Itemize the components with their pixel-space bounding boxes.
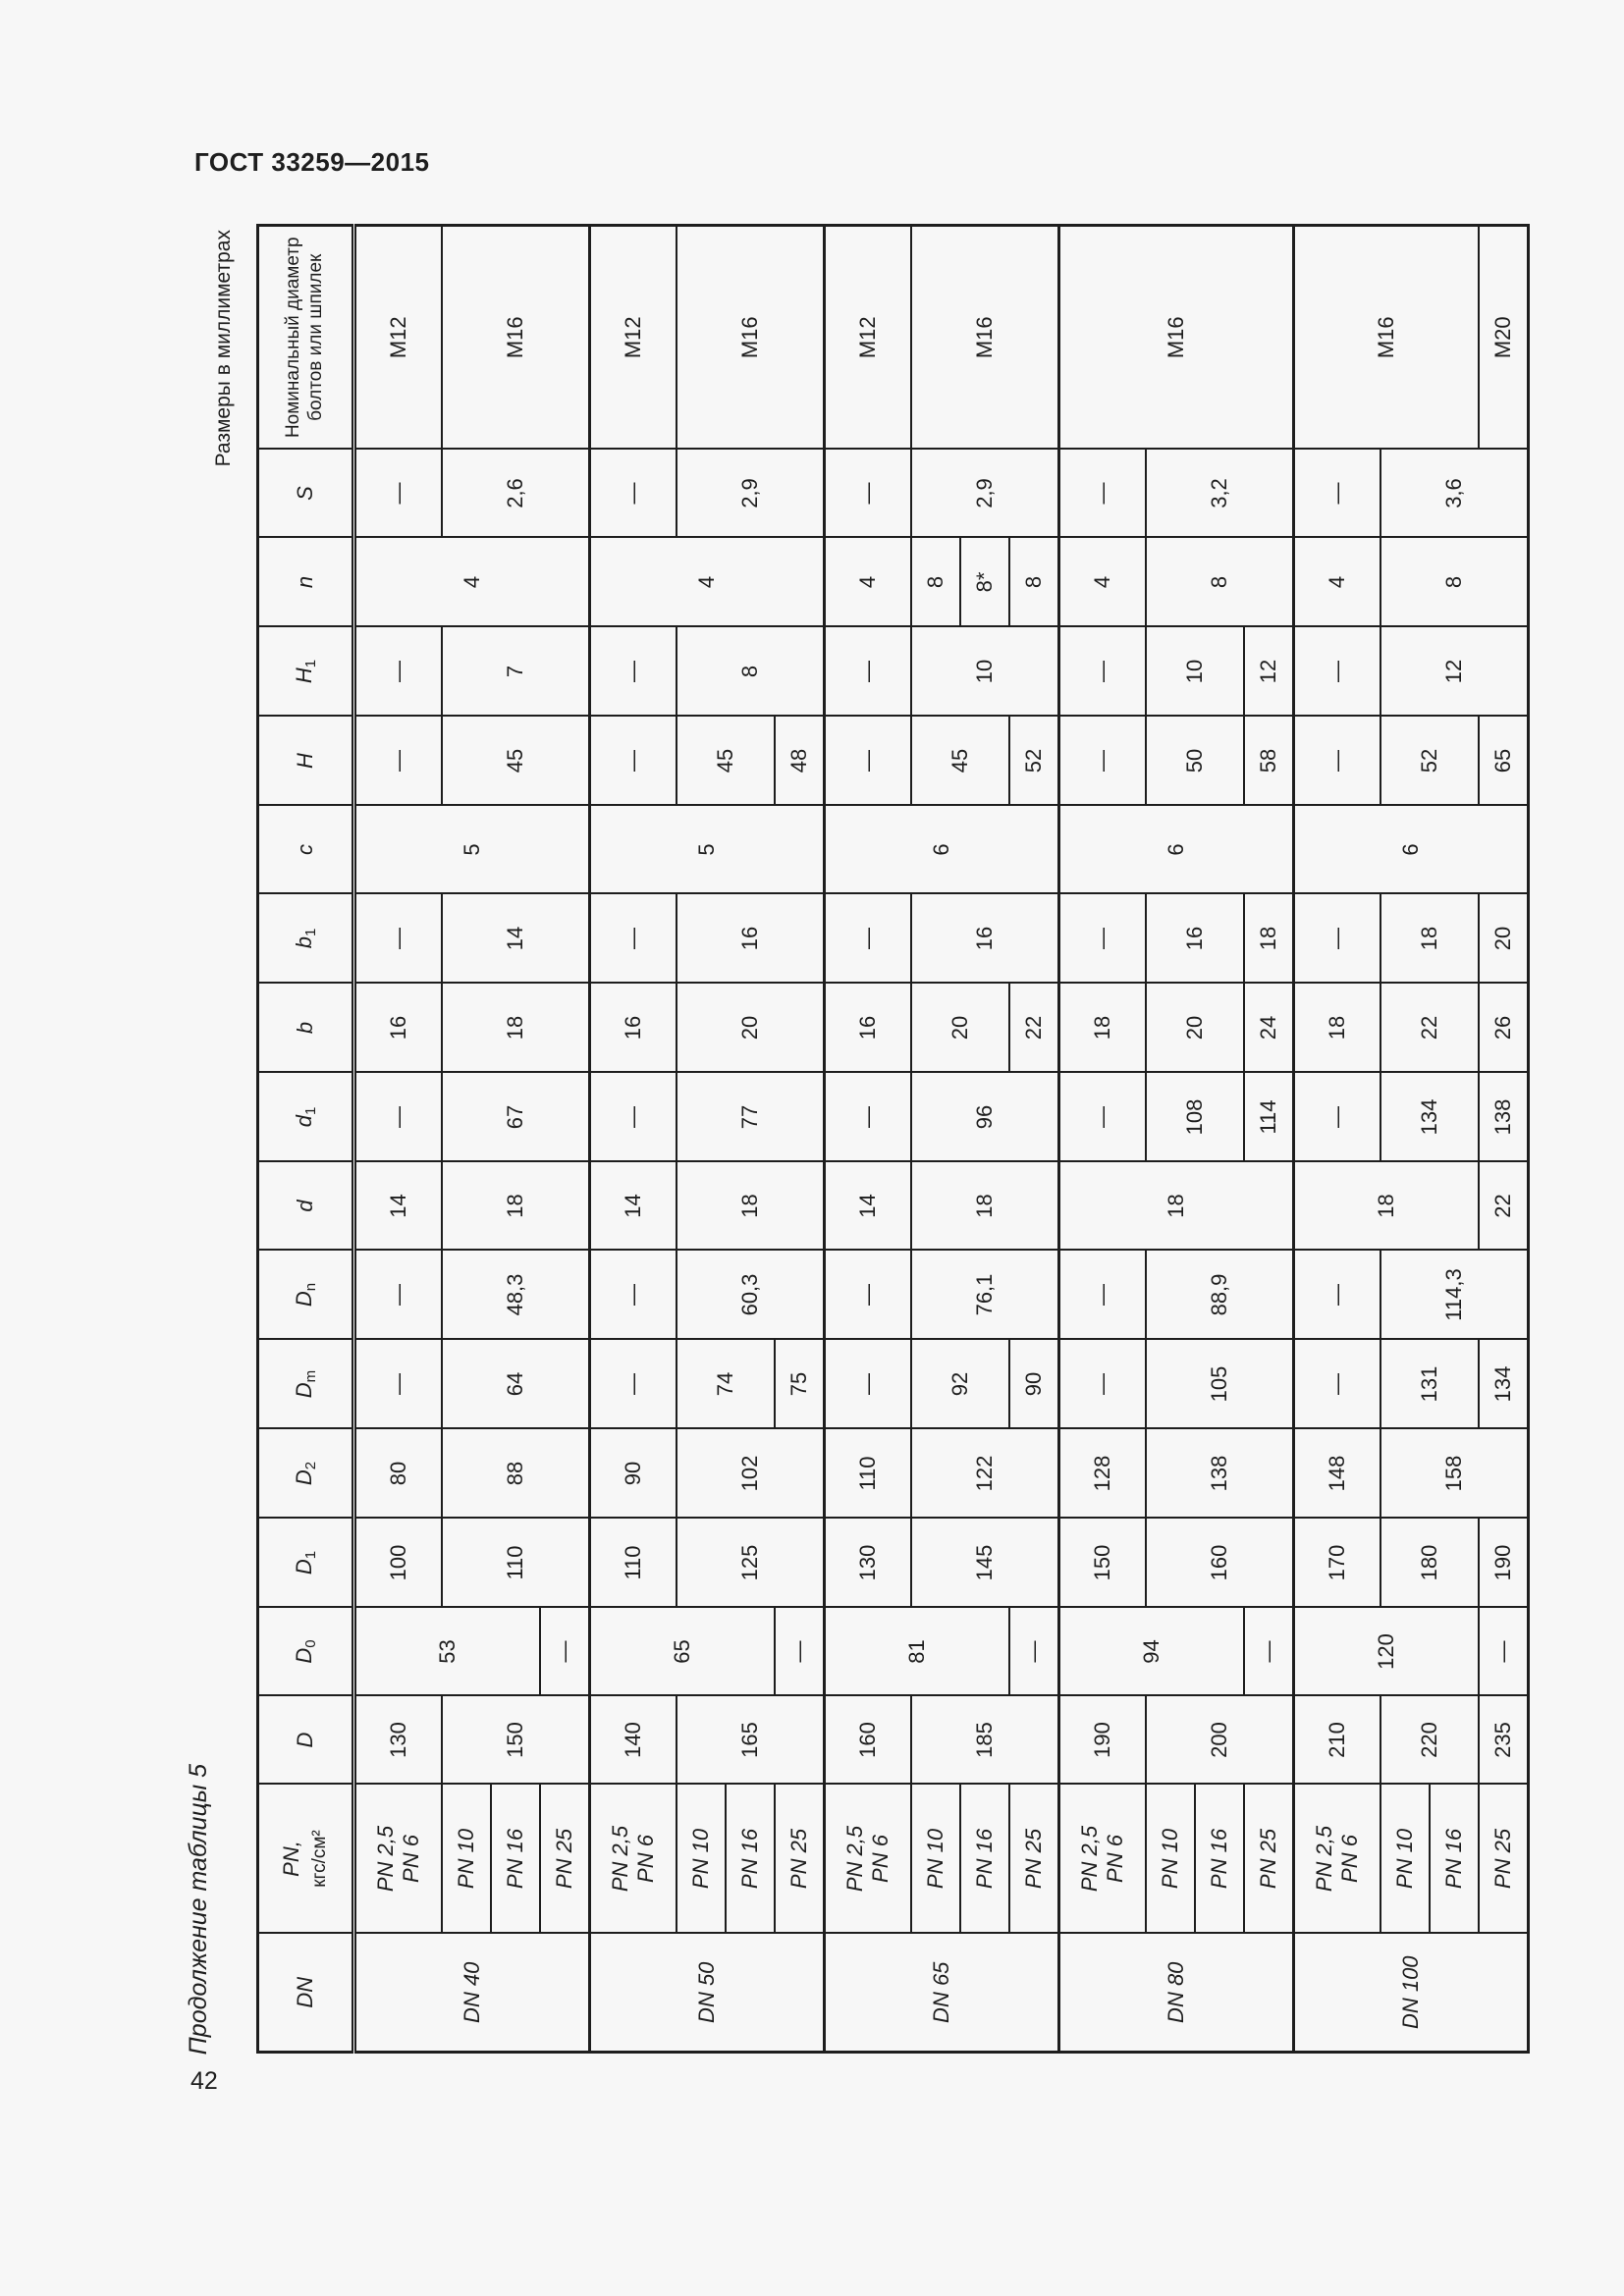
- value-cell: 2,6: [442, 450, 590, 538]
- value-cell: 16: [677, 894, 825, 984]
- column-header-symbol: H: [292, 753, 317, 769]
- value-cell: —: [354, 1340, 443, 1429]
- value-cell: 81: [825, 1608, 1010, 1696]
- value-cell: 200: [1146, 1696, 1294, 1785]
- value-cell: 134: [1479, 1340, 1529, 1429]
- column-header-symbol: S: [292, 486, 317, 501]
- value-cell: 110: [590, 1519, 677, 1608]
- value-cell: 114,3: [1380, 1251, 1529, 1340]
- value-cell: M12: [354, 226, 443, 450]
- value-cell: 12: [1380, 627, 1529, 717]
- value-cell: 96: [911, 1073, 1059, 1162]
- column-header-symbol: d: [291, 1115, 316, 1128]
- value-cell: 94: [1059, 1608, 1245, 1696]
- value-cell: 52: [1009, 717, 1059, 806]
- value-cell: 18: [1294, 984, 1381, 1073]
- value-cell: —: [590, 450, 677, 538]
- value-cell: 16: [825, 984, 912, 1073]
- value-cell: 8: [911, 538, 960, 627]
- column-header: [258, 1073, 354, 1162]
- value-cell: 170: [1294, 1519, 1381, 1608]
- column-header: [258, 450, 354, 538]
- value-cell: 158: [1380, 1429, 1529, 1519]
- value-cell: 53: [354, 1608, 541, 1696]
- value-cell: 80: [354, 1429, 443, 1519]
- value-cell: —: [590, 894, 677, 984]
- value-cell: —: [825, 894, 912, 984]
- column-header-symbol: DN: [292, 1976, 317, 2008]
- value-cell: —: [825, 1073, 912, 1162]
- value-cell: M16: [1294, 226, 1480, 450]
- column-header-symbol: D: [291, 1469, 316, 1486]
- value-cell: —: [1059, 1340, 1147, 1429]
- value-cell: —: [1059, 717, 1147, 806]
- value-cell: 12: [1244, 627, 1294, 717]
- column-header-subscript: 1: [301, 928, 319, 937]
- value-cell: 14: [825, 1162, 912, 1251]
- pn-cell: PN 10: [1380, 1785, 1430, 1934]
- value-cell: 150: [442, 1696, 590, 1785]
- value-cell: 8*: [960, 538, 1009, 627]
- value-cell: —: [1294, 627, 1381, 717]
- value-cell: 16: [354, 984, 443, 1073]
- column-header-symbol: b: [292, 1021, 317, 1035]
- value-cell: —: [590, 627, 677, 717]
- column-header-subscript: 2: [301, 1461, 319, 1470]
- value-cell: —: [1059, 894, 1147, 984]
- column-header: [258, 717, 354, 806]
- value-cell: —: [354, 1251, 443, 1340]
- column-header-units: кгс/см²: [308, 1830, 330, 1888]
- value-cell: 18: [911, 1162, 1059, 1251]
- value-cell: 4: [1059, 538, 1147, 627]
- value-cell: 4: [590, 538, 825, 627]
- dn-cell: DN 40: [354, 1934, 590, 2053]
- value-cell: 18: [1059, 1162, 1294, 1251]
- value-cell: —: [825, 627, 912, 717]
- pn-cell: PN 2,5 PN 6: [354, 1785, 443, 1934]
- value-cell: 88: [442, 1429, 590, 1519]
- column-header-symbol: d: [292, 1200, 317, 1212]
- value-cell: 190: [1479, 1519, 1529, 1608]
- column-header-symbol: D: [291, 1382, 316, 1399]
- value-cell: M16: [1059, 226, 1294, 450]
- value-cell: 48,3: [442, 1251, 590, 1340]
- value-cell: 18: [1294, 1162, 1480, 1251]
- pn-cell: PN 25: [1244, 1785, 1294, 1934]
- column-header: [258, 1162, 354, 1251]
- column-header-symbol: b: [291, 936, 316, 949]
- value-cell: 18: [442, 984, 590, 1073]
- value-cell: 76,1: [911, 1251, 1059, 1340]
- value-cell: M12: [825, 226, 912, 450]
- value-cell: 140: [590, 1696, 677, 1785]
- value-cell: M16: [677, 226, 825, 450]
- value-cell: —: [1009, 1608, 1059, 1696]
- value-cell: 160: [825, 1696, 912, 1785]
- dn-cell: DN 65: [825, 1934, 1059, 2053]
- value-cell: 6: [1059, 806, 1294, 894]
- value-cell: 45: [911, 717, 1009, 806]
- value-cell: —: [354, 1073, 443, 1162]
- value-cell: 52: [1380, 717, 1479, 806]
- value-cell: 8: [1009, 538, 1059, 627]
- value-cell: 18: [442, 1162, 590, 1251]
- value-cell: 120: [1294, 1608, 1480, 1696]
- value-cell: 14: [442, 894, 590, 984]
- column-header-symbol: H: [291, 667, 316, 684]
- value-cell: 77: [677, 1073, 825, 1162]
- pn-cell: PN 25: [775, 1785, 825, 1934]
- column-header: [258, 1785, 354, 1934]
- value-cell: 3,2: [1146, 450, 1294, 538]
- column-header-symbol: D: [292, 1732, 317, 1748]
- value-cell: 130: [825, 1519, 912, 1608]
- pn-cell: PN 2,5 PN 6: [1059, 1785, 1147, 1934]
- value-cell: —: [825, 450, 912, 538]
- table-row: [677, 226, 726, 2053]
- value-cell: 145: [911, 1519, 1059, 1608]
- value-cell: 67: [442, 1073, 590, 1162]
- value-cell: 65: [590, 1608, 776, 1696]
- value-cell: 125: [677, 1519, 825, 1608]
- value-cell: 108: [1146, 1073, 1244, 1162]
- value-cell: 58: [1244, 717, 1294, 806]
- column-header-subscript: n: [301, 1282, 319, 1292]
- value-cell: —: [354, 627, 443, 717]
- column-header: [258, 806, 354, 894]
- column-header-symbol: D: [291, 1291, 316, 1308]
- table-row: [1380, 226, 1430, 2053]
- value-cell: —: [1294, 1340, 1381, 1429]
- column-header-symbol: D: [291, 1647, 316, 1664]
- value-cell: 20: [677, 984, 825, 1073]
- value-cell: —: [590, 717, 677, 806]
- value-cell: 45: [677, 717, 775, 806]
- column-header: [258, 1608, 354, 1696]
- value-cell: 165: [677, 1696, 825, 1785]
- value-cell: 2,9: [911, 450, 1059, 538]
- value-cell: 190: [1059, 1696, 1147, 1785]
- dn-cell: DN 50: [590, 1934, 825, 2053]
- value-cell: 90: [1009, 1340, 1059, 1429]
- column-header-subscript: 1: [301, 1106, 319, 1116]
- value-cell: M16: [911, 226, 1059, 450]
- value-cell: 4: [1294, 538, 1381, 627]
- dn-cell: DN 80: [1059, 1934, 1294, 2053]
- value-cell: 128: [1059, 1429, 1147, 1519]
- value-cell: —: [1294, 717, 1381, 806]
- value-cell: —: [540, 1608, 590, 1696]
- value-cell: 24: [1244, 984, 1294, 1073]
- value-cell: 122: [911, 1429, 1059, 1519]
- value-cell: 16: [1146, 894, 1244, 984]
- column-header: [258, 1251, 354, 1340]
- value-cell: —: [825, 1340, 912, 1429]
- value-cell: 5: [354, 806, 590, 894]
- value-cell: 48: [775, 717, 825, 806]
- value-cell: 22: [1380, 984, 1479, 1073]
- pn-cell: PN 16: [1195, 1785, 1244, 1934]
- column-header-symbol: D: [291, 1559, 316, 1575]
- value-cell: 45: [442, 717, 590, 806]
- column-header-subscript: m: [301, 1369, 319, 1383]
- value-cell: 3,6: [1380, 450, 1529, 538]
- value-cell: 20: [1146, 984, 1244, 1073]
- value-cell: 8: [1146, 538, 1294, 627]
- value-cell: 18: [677, 1162, 825, 1251]
- value-cell: 8: [1380, 538, 1529, 627]
- value-cell: —: [590, 1340, 677, 1429]
- flange-dimensions-table-container: [256, 230, 1515, 2054]
- value-cell: 10: [1146, 627, 1244, 717]
- value-cell: —: [825, 1251, 912, 1340]
- value-cell: 5: [590, 806, 825, 894]
- value-cell: 22: [1009, 984, 1059, 1073]
- column-header: [258, 627, 354, 717]
- column-header-symbol: PN,: [279, 1841, 304, 1877]
- pn-cell: PN 25: [1479, 1785, 1529, 1934]
- value-cell: 134: [1380, 1073, 1479, 1162]
- value-cell: 14: [354, 1162, 443, 1251]
- value-cell: 22: [1479, 1162, 1529, 1251]
- value-cell: 50: [1146, 717, 1244, 806]
- column-header-subscript: 1: [301, 659, 319, 668]
- column-header: [258, 1696, 354, 1785]
- value-cell: 100: [354, 1519, 443, 1608]
- value-cell: 16: [911, 894, 1059, 984]
- value-cell: 10: [911, 627, 1059, 717]
- pn-cell: PN 25: [1009, 1785, 1059, 1934]
- column-header: [258, 1340, 354, 1429]
- value-cell: —: [825, 717, 912, 806]
- value-cell: 150: [1059, 1519, 1147, 1608]
- value-cell: —: [590, 1251, 677, 1340]
- value-cell: 102: [677, 1429, 825, 1519]
- pn-cell: PN 16: [960, 1785, 1009, 1934]
- value-cell: 4: [354, 538, 590, 627]
- flange-dimensions-table: [256, 224, 1530, 2054]
- value-cell: —: [1059, 1251, 1147, 1340]
- pn-cell: PN 16: [726, 1785, 775, 1934]
- table-row: [442, 226, 491, 2053]
- value-cell: 235: [1479, 1696, 1529, 1785]
- pn-cell: PN 10: [911, 1785, 960, 1934]
- value-cell: 90: [590, 1429, 677, 1519]
- value-cell: 20: [1479, 894, 1529, 984]
- value-cell: 92: [911, 1340, 1009, 1429]
- pn-cell: PN 16: [1430, 1785, 1479, 1934]
- table-row: [825, 226, 912, 2053]
- column-header: [258, 984, 354, 1073]
- column-header: [258, 538, 354, 627]
- value-cell: —: [1059, 450, 1147, 538]
- value-cell: 138: [1479, 1073, 1529, 1162]
- value-cell: 75: [775, 1340, 825, 1429]
- value-cell: —: [1479, 1608, 1529, 1696]
- value-cell: —: [354, 450, 443, 538]
- pn-cell: PN 16: [491, 1785, 540, 1934]
- table-row: [354, 226, 443, 2053]
- value-cell: 110: [825, 1429, 912, 1519]
- value-cell: —: [1059, 627, 1147, 717]
- value-cell: —: [354, 894, 443, 984]
- value-cell: —: [1294, 894, 1381, 984]
- value-cell: 131: [1380, 1340, 1479, 1429]
- value-cell: 130: [354, 1696, 443, 1785]
- value-cell: 64: [442, 1340, 590, 1429]
- column-header-symbol: n: [292, 575, 317, 589]
- value-cell: M16: [442, 226, 590, 450]
- column-header-subscript: 0: [301, 1639, 319, 1648]
- value-cell: 65: [1479, 717, 1529, 806]
- pn-cell: PN 2,5 PN 6: [825, 1785, 912, 1934]
- value-cell: 4: [825, 538, 912, 627]
- value-cell: —: [1294, 1251, 1381, 1340]
- value-cell: 220: [1380, 1696, 1479, 1785]
- value-cell: —: [590, 1073, 677, 1162]
- value-cell: —: [1294, 450, 1381, 538]
- value-cell: 6: [1294, 806, 1529, 894]
- value-cell: 18: [1380, 894, 1479, 984]
- dn-cell: DN 100: [1294, 1934, 1529, 2053]
- column-header: [258, 894, 354, 984]
- table-row: [590, 226, 677, 2053]
- pn-cell: PN 10: [1146, 1785, 1195, 1934]
- table-row: [911, 226, 960, 2053]
- value-cell: 185: [911, 1696, 1059, 1785]
- value-cell: 18: [1244, 894, 1294, 984]
- column-header-symbol: Номинальный диаметр болтов или шпилек: [283, 237, 326, 439]
- table-header-row: [258, 226, 354, 2053]
- value-cell: 180: [1380, 1519, 1479, 1608]
- value-cell: 148: [1294, 1429, 1381, 1519]
- value-cell: M12: [590, 226, 677, 450]
- value-cell: 14: [590, 1162, 677, 1251]
- value-cell: 20: [911, 984, 1009, 1073]
- page-number: 42: [190, 2067, 218, 2095]
- value-cell: 138: [1146, 1429, 1294, 1519]
- pn-cell: PN 10: [677, 1785, 726, 1934]
- value-cell: 2,9: [677, 450, 825, 538]
- column-header: [258, 226, 354, 450]
- value-cell: —: [775, 1608, 825, 1696]
- table-row: [1146, 226, 1195, 2053]
- value-cell: 105: [1146, 1340, 1294, 1429]
- table-row: [1059, 226, 1147, 2053]
- value-cell: 7: [442, 627, 590, 717]
- value-cell: M20: [1479, 226, 1529, 450]
- units-note: Размеры в миллиметрах: [212, 230, 235, 467]
- value-cell: 88,9: [1146, 1251, 1294, 1340]
- value-cell: 160: [1146, 1519, 1294, 1608]
- column-header: [258, 1519, 354, 1608]
- value-cell: 16: [590, 984, 677, 1073]
- pn-cell: PN 2,5 PN 6: [1294, 1785, 1381, 1934]
- value-cell: 114: [1244, 1073, 1294, 1162]
- pn-cell: PN 10: [442, 1785, 491, 1934]
- table-row: [1294, 226, 1381, 2053]
- value-cell: —: [1244, 1608, 1294, 1696]
- value-cell: 8: [677, 627, 825, 717]
- value-cell: 18: [1059, 984, 1147, 1073]
- value-cell: 26: [1479, 984, 1529, 1073]
- column-header: [258, 1934, 354, 2053]
- value-cell: 74: [677, 1340, 775, 1429]
- column-header-subscript: 1: [301, 1550, 319, 1560]
- table-continuation-caption: Продолжение таблицы 5: [185, 1763, 212, 2055]
- pn-cell: PN 2,5 PN 6: [590, 1785, 677, 1934]
- value-cell: —: [1294, 1073, 1381, 1162]
- column-header: [258, 1429, 354, 1519]
- value-cell: —: [1059, 1073, 1147, 1162]
- document-standard-title: ГОСТ 33259—2015: [194, 147, 430, 177]
- value-cell: 110: [442, 1519, 590, 1608]
- value-cell: 60,3: [677, 1251, 825, 1340]
- value-cell: 6: [825, 806, 1059, 894]
- pn-cell: PN 25: [540, 1785, 590, 1934]
- column-header-symbol: c: [292, 844, 317, 855]
- value-cell: —: [354, 717, 443, 806]
- value-cell: 210: [1294, 1696, 1381, 1785]
